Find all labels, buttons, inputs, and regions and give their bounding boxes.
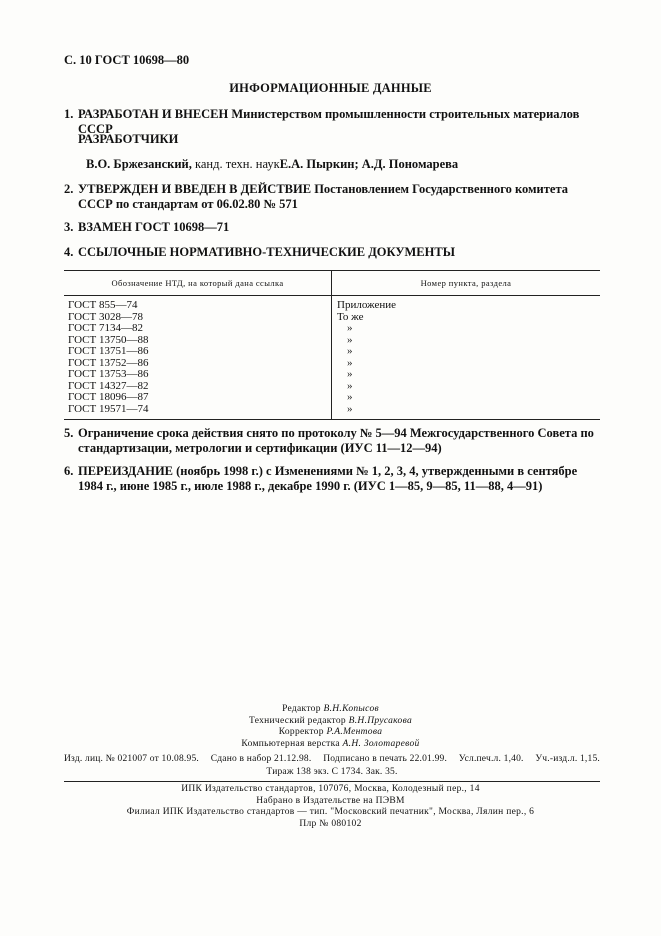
item-text: ССЫЛОЧНЫЕ НОРМАТИВНО-ТЕХНИЧЕСКИЕ ДОКУМЕНТЫ xyxy=(78,245,455,259)
imprint-line: Набрано в Издательстве на ПЭВМ xyxy=(256,795,405,806)
item-number: 1. xyxy=(64,107,74,121)
credit-person: А.Н. Золотаревой xyxy=(342,738,420,749)
table-cell-ref: » xyxy=(347,379,353,392)
developers-list xyxy=(86,157,458,172)
print-run: Тираж 138 экз. С 1734. Зак. 35. xyxy=(266,767,398,777)
item-reissue xyxy=(64,464,602,494)
table-cell-ref: » xyxy=(347,333,353,346)
item-caps: РАЗРАБОТАН И ВНЕСЕН xyxy=(78,107,229,121)
typeset-date: Сдано в набор 21.12.98. xyxy=(210,754,312,764)
item-replaces xyxy=(64,220,602,235)
item-approved xyxy=(64,182,602,212)
page-header: С. 10 ГОСТ 10698—80 xyxy=(64,53,190,67)
imprint-line: ИПК Издательство стандартов, 107076, Москва, Колодезный пер., 14 xyxy=(181,784,480,794)
credit-label: Технический редактор xyxy=(248,715,349,726)
item-limitation xyxy=(64,426,602,456)
table-cell-doc: ГОСТ 13753—86 xyxy=(68,368,149,380)
publication-row xyxy=(64,753,600,766)
column-header-section: Номер пункта, раздела xyxy=(332,271,601,296)
item-text: Министерством промышленности строительных материалов СССР xyxy=(78,107,580,136)
table-cell-doc: ГОСТ 14327—82 xyxy=(68,379,149,392)
imprint-footer xyxy=(0,784,661,830)
table-cell-doc: ГОСТ 13750—88 xyxy=(68,333,149,346)
item-number: 2. xyxy=(64,182,74,196)
credit-editor xyxy=(0,704,661,716)
table-cell-doc: ГОСТ 855—74 xyxy=(68,299,138,311)
item-caps: УТВЕРЖДЕН И ВВЕДЕН В ДЕЙСТВИЕ xyxy=(78,182,312,196)
item-references xyxy=(64,245,602,260)
document-list xyxy=(64,296,332,420)
imprint-line: Плр № 080102 xyxy=(299,818,362,829)
developer-others: Е.А. Пыркин; А.Д. Пономарева xyxy=(279,157,459,171)
credit-corrector xyxy=(0,727,661,739)
credits-block xyxy=(0,704,661,750)
table-cell-doc: ГОСТ 3028—78 xyxy=(68,310,143,323)
item-text: ВЗАМЕН ГОСТ 10698—71 xyxy=(78,220,230,234)
column-header-document: Обозначение НТД, на который дана ссылка xyxy=(64,271,332,296)
item-number: 5. xyxy=(64,426,74,440)
item-number: 4. xyxy=(64,245,74,259)
publication-info xyxy=(64,753,600,779)
item-text: Постановлением Государственного комитета СССР по стандартам от 06.02.80 № 571 xyxy=(78,182,568,211)
signed-date: Подписано в печать 22.01.99. xyxy=(323,754,448,764)
table-cell-doc: ГОСТ 18096—87 xyxy=(68,391,149,403)
section-list xyxy=(332,296,601,420)
divider xyxy=(64,781,600,782)
item-caps: ПЕРЕИЗДАНИЕ xyxy=(78,464,174,478)
table-cell-ref: » xyxy=(347,345,353,357)
table-cell-ref: » xyxy=(347,322,353,334)
publisher-sheets: Уч.-изд.л. 1,15. xyxy=(535,754,600,764)
table-cell-doc: ГОСТ 19571—74 xyxy=(68,402,149,415)
table-cell-ref: » xyxy=(347,391,353,403)
credit-label: Компьютерная верстка xyxy=(241,738,343,749)
credit-label: Корректор xyxy=(278,727,327,737)
item-text: (ноябрь 1998 г.) с Изменениями № 1, 2, 3, 4, утвержденными в сентябре 1984 г., июне 1985 г., июле 1988 г., декабре 1990 г. (ИУС 1—85, 9—85, 11—88, 4—91) xyxy=(78,464,578,493)
developer-name: В.О. Бржезанский, xyxy=(86,157,192,171)
item-number: 6. xyxy=(64,464,74,478)
table-cell-ref: » xyxy=(347,368,353,380)
developers-heading: РАЗРАБОТЧИКИ xyxy=(78,132,179,146)
item-text: Ограничение срока действия снято по протоколу № 5—94 Межгосударственного Совета по стандартизации, метрологии и сертификации (ИУС 11—12—94) xyxy=(78,426,594,455)
table-body-row xyxy=(64,296,600,420)
imprint-line: Филиал ИПК Издательство стандартов — тип. "Московский печатник", Москва, Лялин пер., 6 xyxy=(126,807,535,817)
references-table xyxy=(64,270,600,420)
license: Изд. лиц. № 021007 от 10.08.95. xyxy=(64,754,199,764)
table-cell-ref: То же xyxy=(337,310,364,323)
table-cell-ref: Приложение xyxy=(337,299,397,311)
credit-tech-editor xyxy=(0,716,661,728)
table-cell-doc: ГОСТ 13751—86 xyxy=(68,345,149,357)
table-cell-doc: ГОСТ 7134—82 xyxy=(68,322,143,334)
document-title: ИНФОРМАЦИОННЫЕ ДАННЫЕ xyxy=(229,81,432,95)
credit-person: В.Н.Копысов xyxy=(323,704,379,714)
item-number: 3. xyxy=(64,220,74,234)
credit-person: В.Н.Прусакова xyxy=(348,715,413,726)
credit-label: Редактор xyxy=(282,704,324,714)
print-sheets: Усл.печ.л. 1,40. xyxy=(458,754,524,764)
credit-layout xyxy=(0,739,661,751)
credit-person: Р.А.Ментова xyxy=(326,727,383,737)
developer-degree: канд. техн. наук xyxy=(191,157,280,171)
table-cell-doc: ГОСТ 13752—86 xyxy=(68,356,149,369)
table-cell-ref: » xyxy=(347,402,353,415)
table-cell-ref: » xyxy=(347,356,353,369)
